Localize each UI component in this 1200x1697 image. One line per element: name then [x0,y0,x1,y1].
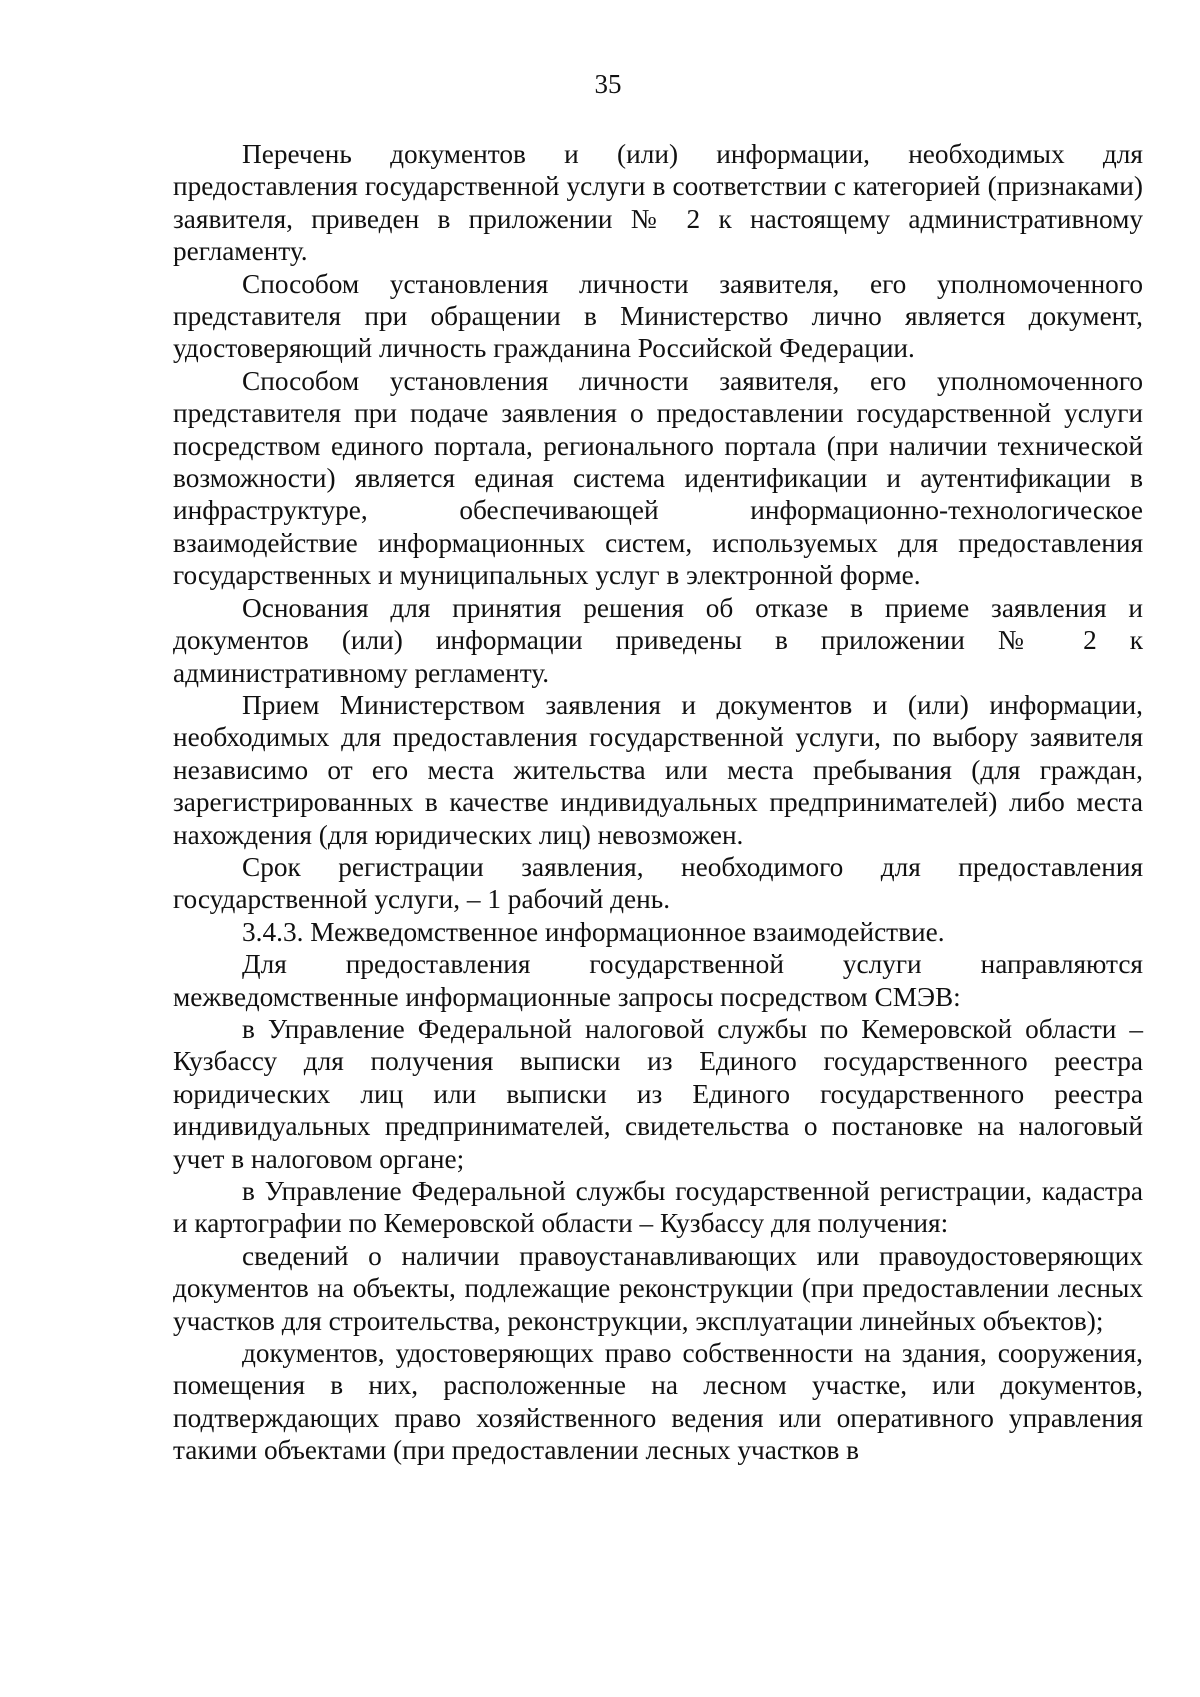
paragraph-title-documents: сведений о наличии правоустанавливающих или правоудостоверяющих документов на объекты, подлежащие реконструкции (при предоставлении лесных участков для строительства, реконструкции, эксплуатации линейных объектов); [173,1240,1143,1336]
document-body [173,138,1143,1467]
paragraph-tax-service: в Управление Федеральной налоговой службы по Кемеровской области – Кузбассу для получения выписки из Единого государственного реестра юридических лиц или выписки из Единого государственного реестра индивидуальных предпринимателей, свидетельства о постановке на налоговый учет в налоговом органе; [173,1013,1143,1174]
paragraph-registration-term: Срок регистрации заявления, необходимого для предоставления государственной услуги, – 1 рабочий день. [173,851,1143,915]
paragraph-refusal-grounds: Основания для принятия решения об отказе в приеме заявления и документов (или) информации приведены в приложении № 2 к административному регламенту. [173,592,1143,688]
paragraph-registry-service: в Управление Федеральной службы государственной регистрации, кадастра и картографии по Кемеровской области – Кузбассу для получения: [173,1176,1143,1239]
section-heading-3-4-3: 3.4.3. Межведомственное информационное взаимодействие. [242,916,945,947]
paragraph-acceptance: Прием Министерством заявления и документов и (или) информации, необходимых для предоставления государственной услуги, по выбору заявителя независимо от его места жительства или места пребывания (для граждан, зарегистрированных в качестве индивидуальных предпринимателей) либо места нахождения (для юридических лиц) невозможен. [173,689,1143,850]
paragraph-identification-online: Способом установления личности заявителя, его уполномоченного представителя при подаче заявления о предоставлении государственной услуги посредством единого портала, регионального портала (при наличии технической возможности) является единая система идентификации и аутентификации в инфраструктуре, обеспечивающей информационно-технологическое взаимодействие информационных систем, используемых для предоставления государственных и муниципальных услуг в электронной форме. [173,365,1143,591]
paragraph-ownership-documents: документов, удостоверяющих право собственности на здания, сооружения, помещения в них, расположенные на лесном участке, или документов, подтверждающих право хозяйственного ведения или оперативного управления такими объектами (при предоставлении лесных участков в [173,1338,1143,1466]
paragraph-document-list: Перечень документов и (или) информации, необходимых для предоставления государственной услуги в соответствии с категорией (признаками) заявителя, приведен в приложении № 2 к настоящему административному регламенту. [173,139,1143,267]
paragraph-interagency-requests: Для предоставления государственной услуги направляются межведомственные информационные запросы посредством СМЭВ: [173,949,1143,1012]
page-number: 35 [594,69,622,99]
paragraph-identification-in-person: Способом установления личности заявителя, его уполномоченного представителя при обращении в Министерство лично является документ, удостоверяющий личность гражданина Российской Федерации. [173,268,1143,364]
